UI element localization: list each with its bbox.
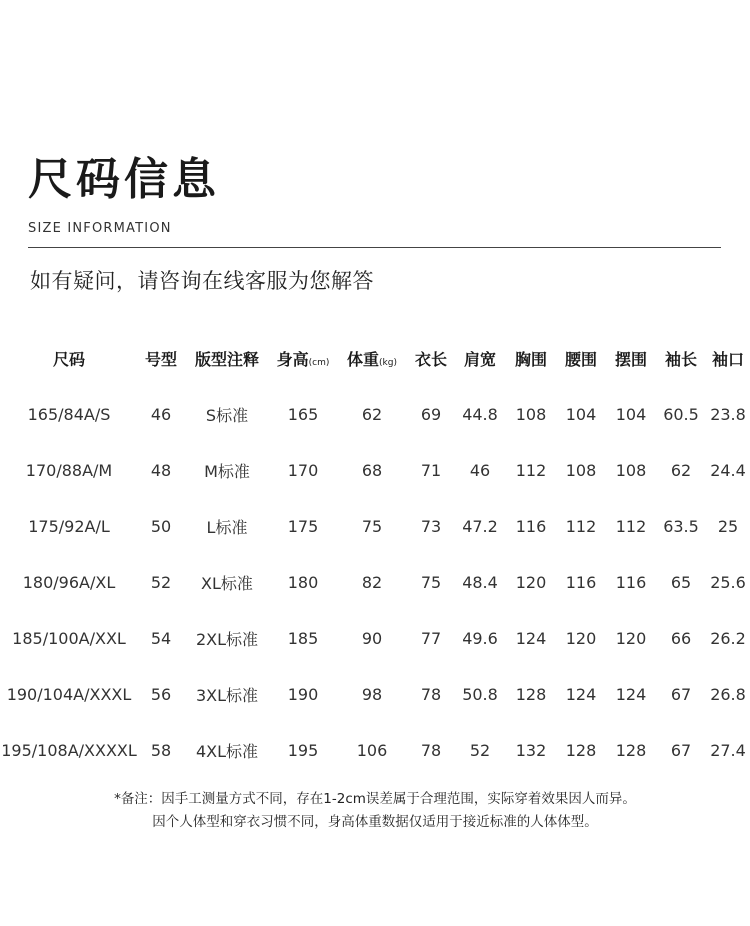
table-cell: 175/92A/L — [28, 516, 110, 536]
table-cell: 46 — [150, 404, 172, 424]
column-header-waist: 腰围 — [564, 349, 597, 369]
table-cell: 175 — [287, 516, 319, 536]
table-cell: 52 — [469, 740, 491, 760]
table-cell: 48.4 — [462, 572, 498, 592]
table-row — [0, 554, 750, 610]
table-cell: 170/88A/M — [25, 460, 113, 480]
table-cell: S标准 — [205, 405, 249, 425]
table-cell: 54 — [150, 628, 172, 648]
table-cell: 65 — [670, 572, 692, 592]
table-cell: 77 — [420, 628, 442, 648]
table-cell: XL标准 — [201, 573, 253, 593]
table-cell: 67 — [670, 740, 692, 760]
table-cell: 116 — [615, 572, 647, 592]
footnote-line: *备注：因手工测量方式不同，存在1-2cm误差属于合理范围，实际穿着效果因人而异。 — [114, 791, 636, 807]
column-header-cuff: 袖口 — [711, 349, 744, 369]
table-cell: 124 — [565, 684, 597, 704]
page-subtitle: SIZE INFORMATION — [28, 221, 172, 236]
table-cell: 195/108A/XXXXL — [1, 740, 137, 760]
table-cell: 128 — [615, 740, 647, 760]
table-row — [0, 610, 750, 666]
table-cell: 108 — [565, 460, 597, 480]
table-cell: 26.2 — [710, 628, 746, 648]
table-cell: 2XL标准 — [195, 629, 259, 649]
column-header-weight: 体重(kg) — [347, 349, 397, 369]
table-cell: 120 — [615, 628, 647, 648]
table-cell: 58 — [150, 740, 172, 760]
column-header-height: 身高(cm) — [276, 349, 330, 369]
table-cell: 124 — [615, 684, 647, 704]
column-header-length: 衣长 — [414, 349, 447, 369]
table-cell: 104 — [565, 404, 597, 424]
size-table — [0, 330, 750, 778]
column-header-hem: 摆围 — [614, 349, 647, 369]
table-cell: 52 — [150, 572, 172, 592]
footnote-line: 因个人体型和穿衣习惯不同，身高体重数据仅适用于接近标准的人体体型。 — [152, 814, 598, 830]
table-cell: 46 — [469, 460, 491, 480]
table-cell: M标准 — [204, 461, 250, 481]
table-cell: 71 — [420, 460, 442, 480]
table-cell: 165/84A/S — [27, 404, 111, 424]
table-cell: 165 — [287, 404, 319, 424]
table-cell: 190/104A/XXXL — [6, 684, 132, 704]
table-cell: 44.8 — [462, 404, 498, 424]
table-cell: 3XL标准 — [195, 685, 259, 705]
table-cell: 185/100A/XXL — [12, 628, 126, 648]
column-header-shoulder: 肩宽 — [463, 349, 496, 369]
page-title: 尺码信息 — [28, 154, 220, 205]
table-cell: 68 — [361, 460, 383, 480]
table-cell: 63.5 — [663, 516, 699, 536]
column-header-chest: 胸围 — [514, 349, 547, 369]
table-row — [0, 498, 750, 554]
table-cell: 190 — [287, 684, 319, 704]
column-header-model: 号型 — [144, 349, 177, 369]
contact-text: 如有疑问，请咨询在线客服为您解答 — [30, 269, 374, 293]
table-cell: 195 — [287, 740, 319, 760]
table-cell: 56 — [150, 684, 172, 704]
table-cell: 98 — [361, 684, 383, 704]
table-cell: 185 — [287, 628, 319, 648]
table-header-row — [0, 330, 750, 386]
table-cell: 50 — [150, 516, 172, 536]
table-cell: 170 — [287, 460, 319, 480]
table-cell: 108 — [515, 404, 547, 424]
table-cell: 116 — [515, 516, 547, 536]
table-cell: 124 — [515, 628, 547, 648]
table-cell: 90 — [361, 628, 383, 648]
table-row — [0, 386, 750, 442]
table-cell: 25 — [717, 516, 739, 536]
table-cell: 67 — [670, 684, 692, 704]
table-cell: 50.8 — [462, 684, 498, 704]
table-row — [0, 722, 750, 778]
table-cell: 104 — [615, 404, 647, 424]
column-header-size: 尺码 — [52, 349, 85, 369]
table-row — [0, 666, 750, 722]
table-cell: 108 — [615, 460, 647, 480]
table-cell: 112 — [615, 516, 647, 536]
table-cell: 120 — [565, 628, 597, 648]
table-cell: 180 — [287, 572, 319, 592]
table-cell: 62 — [670, 460, 692, 480]
table-cell: 116 — [565, 572, 597, 592]
column-header-sleeve-length: 袖长 — [664, 349, 697, 369]
table-cell: 47.2 — [462, 516, 498, 536]
table-cell: 62 — [361, 404, 383, 424]
table-cell: 26.8 — [710, 684, 746, 704]
table-cell: 128 — [565, 740, 597, 760]
table-cell: 25.6 — [710, 572, 746, 592]
table-cell: 27.4 — [710, 740, 746, 760]
table-cell: 128 — [515, 684, 547, 704]
table-row — [0, 442, 750, 498]
table-cell: 180/96A/XL — [22, 572, 116, 592]
table-cell: 66 — [670, 628, 692, 648]
table-cell: 73 — [420, 516, 442, 536]
table-cell: 106 — [356, 740, 388, 760]
table-cell: 120 — [515, 572, 547, 592]
header-divider — [28, 247, 721, 248]
table-cell: 112 — [565, 516, 597, 536]
table-cell: L标准 — [206, 517, 248, 537]
table-cell: 48 — [150, 460, 172, 480]
table-cell: 82 — [361, 572, 383, 592]
column-header-fit: 版型注释 — [194, 349, 259, 369]
table-cell: 75 — [361, 516, 383, 536]
table-cell: 4XL标准 — [195, 741, 259, 761]
table-cell: 75 — [420, 572, 442, 592]
table-cell: 69 — [420, 404, 442, 424]
table-cell: 60.5 — [663, 404, 699, 424]
table-cell: 23.8 — [710, 404, 746, 424]
table-cell: 78 — [420, 740, 442, 760]
footnote — [0, 788, 750, 834]
table-cell: 132 — [515, 740, 547, 760]
table-cell: 112 — [515, 460, 547, 480]
table-cell: 78 — [420, 684, 442, 704]
table-cell: 24.4 — [710, 460, 746, 480]
table-cell: 49.6 — [462, 628, 498, 648]
